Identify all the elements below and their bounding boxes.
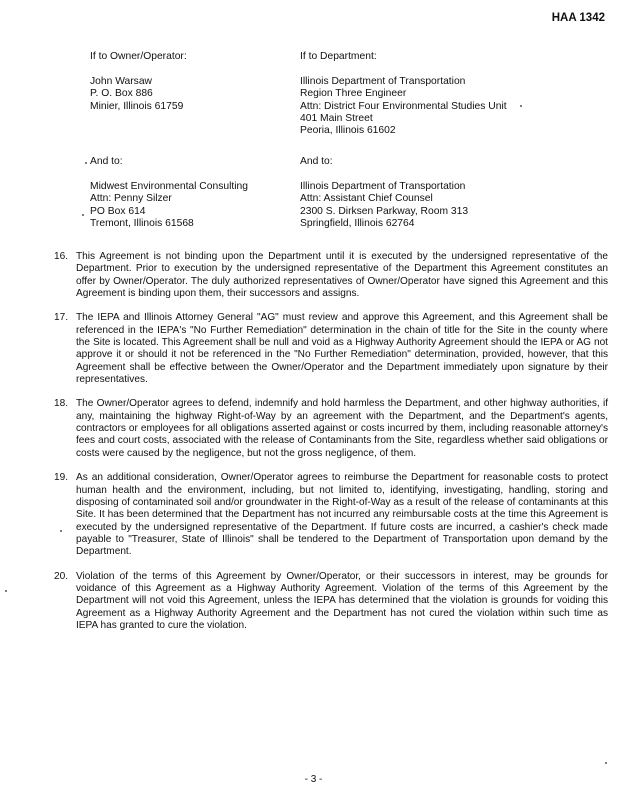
scan-speck bbox=[605, 762, 607, 764]
owner-address-block bbox=[90, 51, 187, 113]
owner-name: John Warsaw bbox=[90, 75, 152, 87]
paragraph-text: The Owner/Operator agrees to defend, indemnify and hold harmless the Department, and other highway authorities, if any, maintaining the highway Right-of-Way by an agreement with the Department, and the Department's agents, contractors or employees for all obligations asserted against or costs incurred by them, including reasonable attorney's fees and court costs, associated with the release of Contaminants from the Site, regardless whether said obligations or costs were caused by the negligence, but not the gross negligence, of them. bbox=[76, 398, 608, 459]
paragraph-19 bbox=[54, 472, 608, 558]
department-also-name: Illinois Department of Transportation bbox=[300, 180, 466, 192]
department-region: Region Three Engineer bbox=[300, 88, 407, 100]
scan-speck bbox=[85, 162, 87, 164]
scan-speck bbox=[520, 105, 522, 107]
department-attn: Attn: District Four Environmental Studies Unit bbox=[300, 100, 507, 112]
department-name: Illinois Department of Transportation bbox=[300, 75, 466, 87]
agreement-paragraphs bbox=[54, 251, 608, 644]
owner-also-city: Tremont, Illinois 61568 bbox=[90, 218, 194, 230]
owner-also-heading: And to: bbox=[90, 156, 123, 167]
owner-city: Minier, Illinois 61759 bbox=[90, 100, 184, 112]
paragraph-17 bbox=[54, 312, 608, 386]
paragraph-number: 20. bbox=[54, 570, 69, 582]
owner-also-attn: Attn: Penny Silzer bbox=[90, 193, 172, 205]
paragraph-text: The IEPA and Illinois Attorney General "AG" must review and approve this Agreement, and this Agreement shall be referenced in the IEPA's "No Further Remediation" determination in the chain of title for the Site in the county where the Site is located. This Agreement shall be null and void as a Highway Authority Agreement should the IEPA or AG not approve it or should it not be referenced in the "No Further Remediation" determination, provided, however, that this Agreement shall be effective between the Owner/Operator and the Department immediately upon signature by their representatives. bbox=[76, 312, 608, 386]
department-also-heading: And to: bbox=[300, 156, 333, 167]
department-also-street: 2300 S. Dirksen Parkway, Room 313 bbox=[300, 205, 469, 217]
department-address-heading: If to Department: bbox=[300, 51, 377, 62]
owner-also-address-block bbox=[90, 156, 248, 230]
department-also-address-block bbox=[300, 156, 468, 230]
owner-po-box: P. O. Box 886 bbox=[90, 88, 153, 100]
paragraph-text: This Agreement is not binding upon the Department until it is executed by the undersigned representative of the Department. Prior to execution by the undersigned representative of the Department this Agreement constitutes an offer by Owner/Operator. The duly authorized representatives of Owner/Operator have signed this Agreement and this Agreement is binding upon them, their successors and assigns. bbox=[76, 251, 608, 300]
document-id: HAA 1342 bbox=[551, 12, 605, 24]
department-also-city: Springfield, Illinois 62764 bbox=[300, 218, 415, 230]
page-number: - 3 - bbox=[304, 774, 323, 785]
paragraph-20 bbox=[54, 570, 608, 633]
department-city: Peoria, Illinois 61602 bbox=[300, 125, 396, 137]
owner-also-company: Midwest Environmental Consulting bbox=[90, 180, 248, 192]
paragraph-text: Violation of the terms of this Agreement by Owner/Operator, or their successors in interest, may be grounds for voidance of this Agreement as a Highway Authority Agreement. Violation of the terms of this Agreement by the Department will not void this Agreement, unless the IEPA has determined that the violation is grounds for voiding this Agreement as a Highway Authority Agreement and the Department has not cured the violation within such time as IEPA has granted to cure the violation. bbox=[76, 570, 608, 631]
paragraph-18 bbox=[54, 398, 608, 460]
owner-address-heading: If to Owner/Operator: bbox=[90, 51, 187, 62]
owner-also-po-box: PO Box 614 bbox=[90, 205, 146, 217]
paragraph-number: 19. bbox=[54, 472, 69, 484]
paragraph-number: 18. bbox=[54, 398, 69, 410]
department-address-block bbox=[300, 51, 507, 138]
scan-speck bbox=[82, 214, 84, 216]
scan-speck bbox=[60, 530, 62, 532]
paragraph-number: 17. bbox=[54, 312, 69, 324]
paragraph-number: 16. bbox=[54, 251, 69, 262]
scan-speck bbox=[5, 590, 7, 592]
paragraph-16 bbox=[54, 251, 608, 300]
paragraph-text: As an additional consideration, Owner/Operator agrees to reimburse the Department for reasonable costs to protect human health and the environment, including, but not limited to, identifying, investigating, handling, storing and disposing of contaminated soil and/or groundwater in the Right-of-Way as a result of the release of contaminants at this Site. It has been determined that the Department has not incurred any reimbursable costs at the time this Agreement is executed by the undersigned representative of the Department. If future costs are incurred, a cashier's check made payable to "Treasurer, State of Illinois" shall be tendered to the Department of Transportation upon demand by the Department. bbox=[76, 472, 608, 558]
department-street: 401 Main Street bbox=[300, 113, 373, 125]
department-also-attn: Attn: Assistant Chief Counsel bbox=[300, 193, 433, 205]
